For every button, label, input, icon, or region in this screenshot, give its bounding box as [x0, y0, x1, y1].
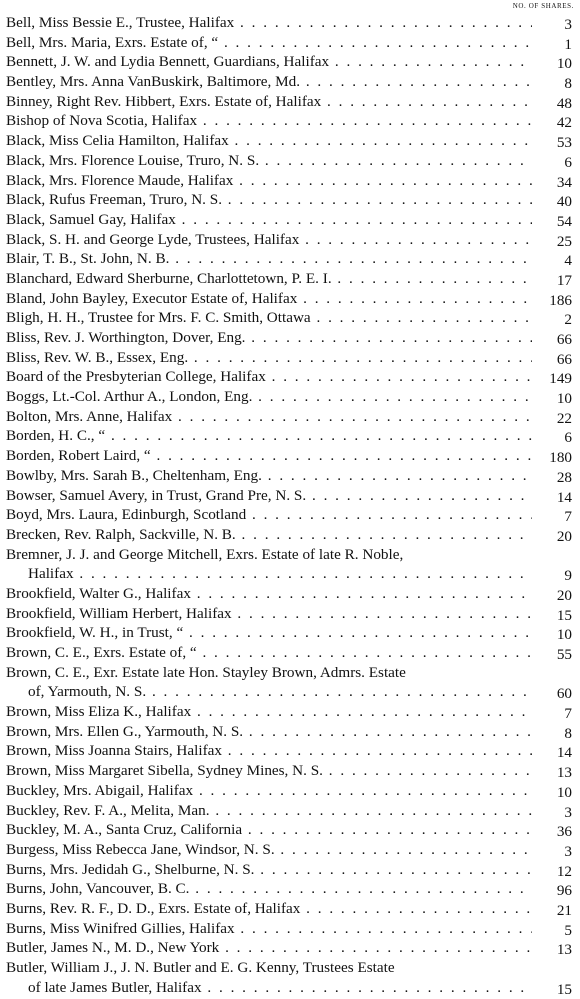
share-count: 1: [564, 35, 572, 53]
shareholder-name: Brookfield, Walter G., Halifax: [6, 584, 191, 602]
shareholder-name-continued: of late James Butler, Halifax: [28, 978, 202, 996]
share-count: 66: [556, 350, 572, 368]
share-count: 2: [564, 311, 572, 329]
share-count: 6: [564, 429, 572, 447]
share-count: 25: [556, 232, 572, 250]
shareholder-row: [6, 190, 576, 210]
shareholder-row: [6, 623, 576, 643]
shareholder-name: Black, Rufus Freeman, Truro, N. S.: [6, 191, 222, 209]
share-count: 36: [556, 823, 572, 841]
shareholder-row: [6, 761, 576, 781]
shareholder-row: [6, 446, 576, 466]
share-count: 15: [556, 980, 572, 998]
shareholder-name-continued: of, Yarmouth, N. S.: [28, 683, 147, 701]
shareholder-row: [6, 367, 576, 387]
shareholder-name: Brown, C. E., Exrs. Estate of, “: [6, 644, 197, 662]
shareholder-name: Black, Mrs. Florence Maude, Halifax: [6, 171, 234, 189]
shareholder-name: Burns, John, Vancouver, B. C.: [6, 880, 190, 898]
shareholder-name: Buckley, M. A., Santa Cruz, California: [6, 821, 243, 839]
shareholder-name: Binney, Right Rev. Hibbert, Exrs. Estate of, Halifax: [6, 92, 322, 110]
shareholder-row: [6, 879, 576, 899]
shareholder-row: [6, 52, 576, 72]
shareholder-row: [6, 33, 576, 53]
shareholder-row: [6, 525, 576, 545]
share-count: 22: [556, 409, 572, 427]
share-count: 28: [556, 468, 572, 486]
shareholder-name: Brown, Mrs. Ellen G., Yarmouth, N. S.: [6, 722, 244, 740]
share-count: 4: [564, 252, 572, 270]
shareholder-name: Bowser, Samuel Avery, in Trust, Grand Pre, N. S.: [6, 486, 307, 504]
shareholder-name: Black, Mrs. Florence Louise, Truro, N. S.: [6, 151, 260, 169]
shareholder-name: Black, Miss Celia Hamilton, Halifax: [6, 132, 229, 150]
shareholder-name: Bliss, Rev. J. Worthington, Dover, Eng.: [6, 329, 246, 346]
shareholder-row: [6, 466, 576, 486]
shareholder-name: Blair, T. B., St. John, N. B.: [6, 250, 170, 268]
shareholder-name: Burns, Rev. R. F., D. D., Exrs. Estate of, Halifax: [6, 899, 301, 917]
shareholder-name: Brookfield, W. H., in Trust, “: [6, 624, 184, 642]
share-count: 10: [556, 55, 572, 73]
shareholder-name: Board of the Presbyterian College, Halifax: [6, 368, 266, 386]
shareholder-row: [6, 958, 576, 997]
share-count: 3: [564, 842, 572, 860]
shareholder-name: Burns, Miss Winifred Gillies, Halifax: [6, 919, 235, 937]
shareholder-row: [6, 387, 576, 407]
shareholder-row: [6, 131, 576, 151]
share-count: 48: [556, 94, 572, 112]
share-count: 180: [549, 449, 572, 467]
shareholder-name: Brown, Miss Margaret Sibella, Sydney Mines, N. S.: [6, 762, 323, 780]
share-count: 186: [549, 291, 572, 309]
shareholder-name: Bell, Miss Bessie E., Trustee, Halifax: [6, 14, 235, 31]
share-count: 15: [556, 606, 572, 624]
shareholder-name: Boggs, Lt.-Col. Arthur A., London, Eng.: [6, 388, 253, 406]
share-count: 40: [556, 193, 572, 211]
shareholder-row: [6, 13, 576, 33]
shareholder-row: [6, 348, 576, 368]
shareholder-row: [6, 938, 576, 958]
shareholder-name: Bolton, Mrs. Anne, Halifax: [6, 407, 173, 425]
share-count: 60: [556, 685, 572, 703]
shareholder-name: Bell, Mrs. Maria, Exrs. Estate of, “: [6, 33, 219, 51]
shareholder-row: [6, 289, 576, 309]
shareholder-row: [6, 604, 576, 624]
shareholder-name: Brecken, Rev. Ralph, Sackville, N. B.: [6, 525, 236, 543]
shareholder-name: Black, Samuel Gay, Halifax: [6, 210, 176, 228]
shareholder-name: Burgess, Miss Rebecca Jane, Windsor, N. S.: [6, 840, 275, 858]
shareholder-row: [6, 486, 576, 506]
share-count: 42: [556, 114, 572, 132]
shareholder-row: [6, 230, 576, 250]
share-count: 13: [556, 941, 572, 959]
share-count: 54: [556, 212, 572, 230]
share-count: 3: [564, 16, 572, 33]
share-count: 12: [556, 862, 572, 880]
shareholder-row: [6, 545, 576, 584]
shareholder-row: [6, 92, 576, 112]
shareholder-row: [6, 919, 576, 939]
share-count: 10: [556, 390, 572, 408]
share-count: 149: [549, 370, 572, 388]
share-count: 5: [564, 921, 572, 939]
shareholder-row: [6, 820, 576, 840]
share-count: 13: [556, 764, 572, 782]
shareholder-row: [6, 328, 576, 348]
shareholder-row: [6, 269, 576, 289]
shareholder-name: Bentley, Mrs. Anna VanBuskirk, Baltimore, Md.: [6, 73, 301, 91]
shareholder-row: [6, 801, 576, 821]
share-count: 96: [556, 882, 572, 900]
shareholder-row: [6, 722, 576, 742]
shareholder-name: Blanchard, Edward Sherburne, Charlottetown, P. E. I.: [6, 269, 332, 287]
shareholder-rows: [6, 13, 576, 997]
shareholder-row: [6, 702, 576, 722]
shareholder-name: Bremner, J. J. and George Mitchell, Exrs. Estate of late R. Noble,: [6, 545, 404, 563]
shareholder-row: [6, 741, 576, 761]
share-count: 34: [556, 173, 572, 191]
shareholder-row: [6, 643, 576, 663]
share-count: 6: [564, 153, 572, 171]
share-count: 8: [564, 724, 572, 742]
share-count: 21: [556, 901, 572, 919]
shareholder-name: Buckley, Rev. F. A., Melita, Man.: [6, 801, 210, 819]
shareholder-list-page: [6, 0, 576, 998]
share-count: 14: [556, 744, 572, 762]
shareholder-row: [6, 171, 576, 191]
shareholder-name: Brookfield, William Herbert, Halifax: [6, 604, 232, 622]
share-count: 20: [556, 527, 572, 545]
shareholder-row: [6, 407, 576, 427]
shareholder-row: [6, 584, 576, 604]
shareholder-name: Brown, C. E., Exr. Estate late Hon. Stayley Brown, Admrs. Estate: [6, 663, 406, 681]
shareholder-name-continued: Halifax: [28, 565, 74, 583]
shareholder-name: Borden, Robert Laird, “: [6, 447, 151, 465]
shareholder-name: Butler, James N., M. D., New York: [6, 939, 220, 957]
share-count: 53: [556, 134, 572, 152]
shareholder-name: Bligh, H. H., Trustee for Mrs. F. C. Smith, Ottawa: [6, 309, 311, 327]
share-count: 9: [564, 567, 572, 585]
shareholder-row: [6, 840, 576, 860]
share-count: 8: [564, 75, 572, 93]
share-count: 3: [564, 803, 572, 821]
shareholder-name: Bennett, J. W. and Lydia Bennett, Guardians, Halifax: [6, 53, 330, 71]
shareholder-row: [6, 781, 576, 801]
shareholder-name: Bland, John Bayley, Executor Estate of, Halifax: [6, 289, 298, 307]
shareholder-row: [6, 308, 576, 328]
shareholder-name: Black, S. H. and George Lyde, Trustees, Halifax: [6, 230, 300, 248]
share-count: 17: [556, 271, 572, 289]
share-count: 66: [556, 331, 572, 348]
share-count: 55: [556, 646, 572, 664]
shareholder-row: [6, 249, 576, 269]
shareholder-row: [6, 111, 576, 131]
shareholder-name: Bishop of Nova Scotia, Halifax: [6, 112, 198, 130]
shareholder-name: Brown, Miss Eliza K., Halifax: [6, 703, 192, 721]
shareholder-row: [6, 210, 576, 230]
share-count: 7: [564, 508, 572, 526]
shareholder-name: Boyd, Mrs. Laura, Edinburgh, Scotland: [6, 506, 247, 524]
shareholder-name: Brown, Miss Joanna Stairs, Halifax: [6, 742, 222, 760]
shareholder-row: [6, 151, 576, 171]
shareholder-name: Bowlby, Mrs. Sarah B., Cheltenham, Eng.: [6, 466, 262, 484]
shares-column-header: NO. OF SHARES.: [512, 2, 574, 10]
shareholder-row: [6, 899, 576, 919]
shareholder-name: Butler, William J., J. N. Butler and E. G. Kenny, Trustees Estate: [6, 959, 395, 977]
share-count: 10: [556, 626, 572, 644]
share-count: 10: [556, 783, 572, 801]
shareholder-row: [6, 426, 576, 446]
share-count: 7: [564, 705, 572, 723]
share-count: 14: [556, 488, 572, 506]
shareholder-row: [6, 72, 576, 92]
shareholder-name: Buckley, Mrs. Abigail, Halifax: [6, 781, 194, 799]
share-count: 20: [556, 586, 572, 604]
shareholder-name: Borden, H. C., “: [6, 427, 106, 445]
shareholder-name: Burns, Mrs. Jedidah G., Shelburne, N. S.: [6, 860, 255, 878]
shareholder-row: [6, 663, 576, 702]
shareholder-name: Bliss, Rev. W. B., Essex, Eng.: [6, 348, 189, 366]
shareholder-row: [6, 505, 576, 525]
shareholder-row: [6, 860, 576, 880]
